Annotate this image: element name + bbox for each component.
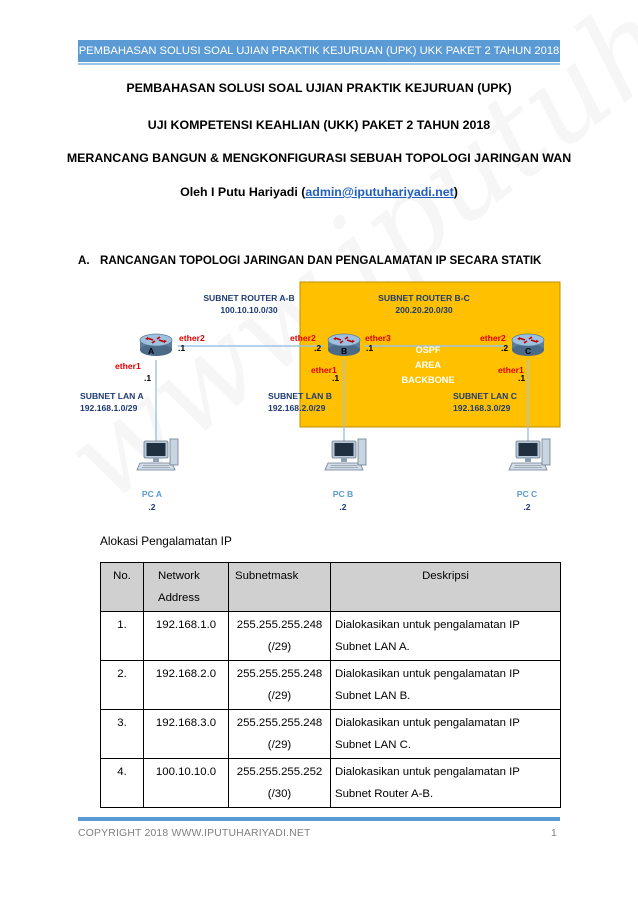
b-ether1-label: ether1 (311, 365, 337, 375)
cell-mask: 255.255.255.248 (/29) (229, 661, 331, 710)
doc-title-line-2: UJI KOMPETENSI KEAHLIAN (UKK) PAKET 2 TAHUN 2018 (147, 118, 491, 132)
table-header-row (101, 563, 561, 612)
c-ether2-label: ether2 (480, 333, 506, 343)
pc-b-label: PC B (332, 489, 354, 499)
cell-network: 192.168.3.0 (144, 710, 229, 759)
pc-a-label: PC A (141, 489, 163, 499)
subnet-ab-label: SUBNET ROUTER A-B (203, 293, 295, 303)
lan-c-label: SUBNET LAN C (453, 391, 517, 401)
cell-mask: 255.255.255.248 (/29) (229, 612, 331, 661)
cell-network: 100.10.10.0 (144, 759, 229, 808)
author-prefix: Oleh I Putu Hariyadi ( (180, 185, 306, 199)
table-row (101, 612, 561, 661)
cell-no: 4. (101, 759, 144, 808)
cell-mask: 255.255.255.252 (/30) (229, 759, 331, 808)
network-topology-diagram (78, 280, 564, 516)
header-no: No. (101, 563, 144, 612)
author-email-link[interactable]: admin@iputuhariyadi.net (305, 185, 454, 199)
section-number: A. (78, 254, 90, 267)
footer-copyright: COPYRIGHT 2018 WWW.IPUTUHARIYADI.NET (78, 828, 311, 839)
pc-a-icon (137, 439, 178, 470)
ospf-line-3: BACKBONE (401, 375, 455, 385)
cell-no: 1. (101, 612, 144, 661)
table-row (101, 759, 561, 808)
a-ether2-ip: .1 (178, 343, 186, 353)
ospf-line-2: AREA (414, 360, 442, 370)
cell-desc: Dialokasikan untuk pengalamatan IP Subnet LAN B. (331, 661, 561, 710)
a-ether1-label: ether1 (115, 361, 141, 371)
lan-a-addr: 192.168.1.0/29 (80, 403, 138, 413)
doc-title-line-3: MERANCANG BANGUN & MENGKONFIGURASI SEBUAH TOPOLOGI JARINGAN WAN (66, 151, 572, 165)
lan-c-addr: 192.168.3.0/29 (453, 403, 511, 413)
header-rule (78, 63, 560, 65)
table-caption: Alokasi Pengalamatan IP (100, 534, 232, 548)
pc-a-ip: .2 (148, 502, 156, 512)
a-ether2-label: ether2 (179, 333, 205, 343)
cell-desc: Dialokasikan untuk pengalamatan IP Subnet LAN C. (331, 710, 561, 759)
cell-network: 192.168.2.0 (144, 661, 229, 710)
cell-no: 2. (101, 661, 144, 710)
a-ether1-ip: .1 (144, 373, 152, 383)
table-row (101, 661, 561, 710)
header-deskripsi: Deskripsi (331, 563, 561, 612)
b-ether1-ip: .1 (332, 373, 340, 383)
router-b-label: B (341, 346, 348, 356)
cell-network: 192.168.1.0 (144, 612, 229, 661)
pc-c-label: PC C (516, 489, 538, 499)
table-row (101, 710, 561, 759)
b-ether3-ip: .1 (366, 343, 374, 353)
page-header: PEMBAHASAN SOLUSI SOAL UJIAN PRAKTIK KEJURUAN (UPK) UKK PAKET 2 TAHUN 2018 (78, 40, 560, 62)
b-ether3-label: ether3 (365, 333, 391, 343)
section-title: RANCANGAN TOPOLOGI JARINGAN DAN PENGALAMATAN IP SECARA STATIK (100, 254, 542, 267)
doc-author (60, 185, 578, 199)
subnet-ab-addr: 100.10.10.0/30 (220, 305, 278, 315)
cell-desc: Dialokasikan untuk pengalamatan IP Subnet LAN A. (331, 612, 561, 661)
pc-b-ip: .2 (339, 502, 347, 512)
subnet-bc-label: SUBNET ROUTER B-C (378, 293, 470, 303)
cell-mask: 255.255.255.248 (/29) (229, 710, 331, 759)
cell-desc: Dialokasikan untuk pengalamatan IP Subnet Router A-B. (331, 759, 561, 808)
router-c-label: C (525, 346, 532, 356)
lan-a-label: SUBNET LAN A (80, 391, 144, 401)
cell-no: 3. (101, 710, 144, 759)
lan-b-addr: 192.168.2.0/29 (268, 403, 326, 413)
page-number: 1 (551, 828, 557, 839)
pc-c-ip: .2 (523, 502, 531, 512)
ip-allocation-table (100, 562, 561, 808)
c-ether2-ip: .2 (501, 343, 509, 353)
c-ether1-ip: .1 (518, 373, 526, 383)
b-ether2-ip: .2 (314, 343, 322, 353)
doc-title-line-1: PEMBAHASAN SOLUSI SOAL UJIAN PRAKTIK KEJURUAN (UPK) (126, 81, 512, 95)
pc-b-icon (325, 439, 366, 470)
section-heading (78, 254, 541, 267)
subnet-bc-addr: 200.20.20.0/30 (395, 305, 453, 315)
c-ether1-label: ether1 (498, 365, 524, 375)
header-subnetmask: Subnetmask (229, 563, 331, 612)
author-suffix: ) (453, 185, 458, 199)
footer-rule (78, 817, 560, 821)
pc-c-icon (509, 439, 550, 470)
ospf-line-1: OSPF (415, 345, 441, 355)
header-network: Network Address (144, 563, 229, 612)
router-a-label: A (148, 346, 155, 356)
router-a-icon (140, 334, 172, 356)
lan-b-label: SUBNET LAN B (268, 391, 332, 401)
b-ether2-label: ether2 (290, 333, 316, 343)
